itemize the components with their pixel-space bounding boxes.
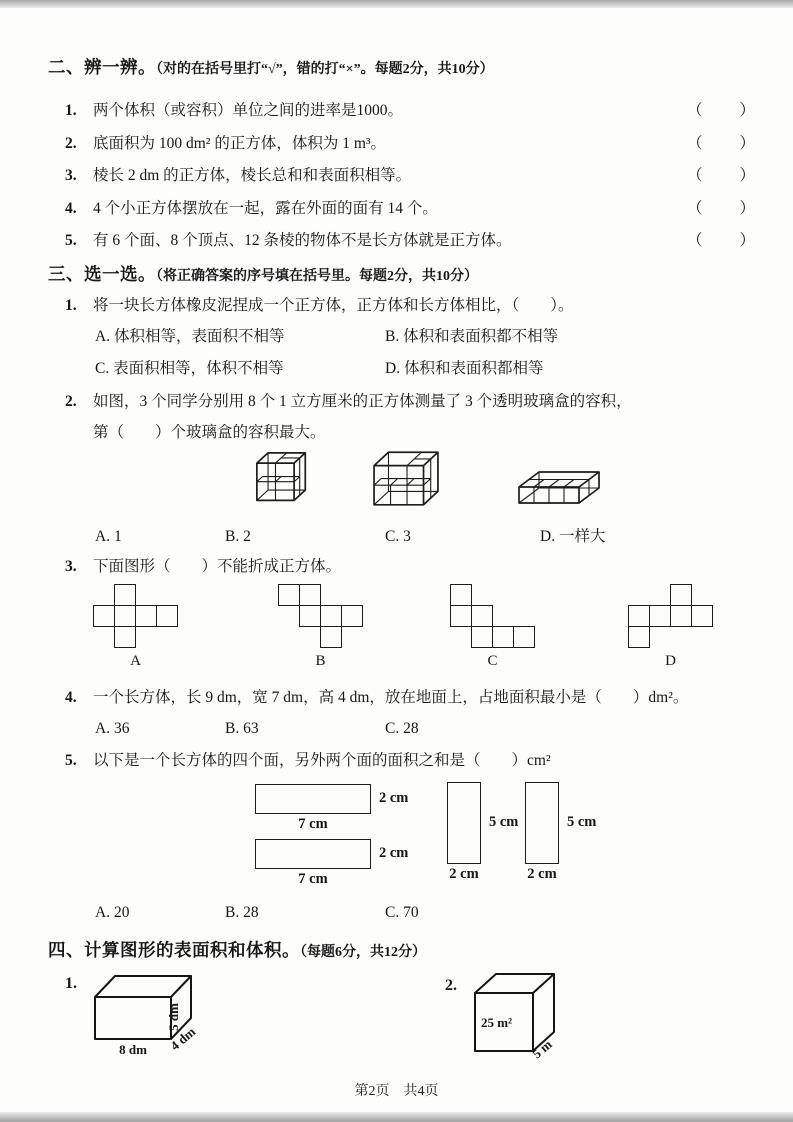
glass-box-figure-1 [255, 451, 309, 505]
option-a: A. 1 [95, 527, 122, 545]
section-calculate-note: （每题6分，共12分） [300, 945, 426, 960]
dimension-label-depth: 5 m [529, 1036, 555, 1062]
cube-net-figure-b [278, 584, 363, 670]
option-b: B. 2 [225, 527, 251, 545]
option-b: B. 28 [225, 904, 259, 921]
true-false-item-1 [48, 95, 757, 128]
option-b: B. 63 [225, 719, 259, 737]
glass-box-figure-2 [372, 448, 440, 508]
question-text: 一个长方体，长 9 dm，宽 7 dm，高 4 dm，放在地面上，占地面积最小是（ ）dm²。 [93, 688, 689, 706]
option-d: D. 体积和表面积都相等 [385, 360, 544, 377]
face-rect-2x5-right [525, 782, 559, 864]
item-text: 两个体积（或容积）单位之间的进率是1000。 [93, 102, 404, 119]
question-text: 下面图形（ ）不能折成正方体。 [93, 557, 342, 575]
answer-bracket: （ ） [686, 167, 757, 184]
answer-bracket: （ ） [686, 199, 757, 217]
question-number: 4. [65, 688, 77, 706]
item-number: 1. [65, 102, 77, 119]
true-false-item-2 [48, 128, 757, 161]
question-4-options-row [48, 713, 757, 746]
question-text-line-1: 如图，3 个同学分别用 8 个 1 立方厘米的正方体测量了 3 个透明玻璃盒的容积， [93, 392, 632, 410]
answer-bracket: （ ） [686, 134, 757, 152]
question-5 [48, 745, 757, 776]
option-c: C. 28 [385, 719, 419, 737]
option-c: C. 70 [385, 904, 419, 921]
face-area-label: 25 m² [481, 1015, 512, 1030]
cube-net-figure-c [450, 584, 535, 670]
face-rect-7x2-bottom [255, 839, 371, 869]
section-calculate-header [48, 936, 757, 967]
question-number: 2. [65, 392, 77, 410]
option-c: C. 3 [385, 527, 411, 545]
question-text: 以下是一个长方体的四个面，另外两个面的面积之和是（ ）cm² [93, 752, 551, 769]
dimension-label: 2 cm [379, 790, 409, 806]
net-label: A [130, 652, 141, 669]
item-text: 4 个小正方体摆放在一起，露在外面的面有 14 个。 [93, 199, 438, 217]
question-1-options-row-1 [48, 321, 757, 354]
cuboid-figure [93, 973, 208, 1068]
net-label: D [665, 652, 676, 669]
net-label: C [487, 652, 498, 669]
true-false-item-3 [48, 160, 757, 193]
face-rect-2x5-left [447, 782, 481, 864]
net-grid [450, 584, 535, 648]
question-1-options-row-2 [48, 353, 757, 386]
item-text: 底面积为 100 dm² 的正方体，体积为 1 m³。 [93, 134, 387, 152]
question-2-options-row [48, 522, 757, 552]
question-text-line-2: 第（ ）个玻璃盒的容积最大。 [93, 423, 326, 441]
dimension-label: 7 cm [298, 871, 328, 887]
item-text: 棱长 2 dm 的正方体，棱长总和和表面积相等。 [93, 167, 412, 184]
net-grid [93, 584, 178, 648]
question-2 [48, 386, 757, 417]
scan-edge-bottom [0, 1112, 793, 1122]
dimension-label: 7 cm [298, 816, 328, 832]
face-rect-7x2-top [255, 784, 371, 814]
section-judge-header [48, 54, 757, 83]
dimension-label: 2 cm [379, 845, 409, 861]
true-false-item-5 [48, 225, 757, 258]
page-footer: 第2页 共4页 [354, 1084, 439, 1099]
question-text: 将一块长方体橡皮泥捏成一个正方体，正方体和长方体相比，（ ）。 [93, 296, 574, 314]
option-a: A. 36 [95, 719, 130, 737]
net-label: B [315, 652, 326, 669]
cube-net-figure-a [93, 584, 178, 670]
item-number: 4. [65, 199, 77, 217]
question-1 [48, 290, 757, 321]
item-number: 2. [65, 134, 77, 152]
net-grid [278, 584, 363, 648]
question-number: 3. [65, 557, 77, 575]
answer-bracket: （ ） [686, 232, 757, 249]
dimension-label-height: 5 dm [166, 1003, 181, 1031]
section-judge-title: 二、辨一辨。 [48, 57, 156, 77]
option-d: D. 一样大 [540, 527, 606, 545]
figure-number: 1. [65, 975, 77, 992]
rectangle-faces-figure [48, 776, 757, 898]
option-a: A. 体积相等，表面积不相等 [95, 327, 285, 345]
dimension-label-depth: 4 dm [167, 1023, 199, 1054]
dimension-label-length: 8 dm [119, 1042, 147, 1057]
option-c: C. 表面积相等，体积不相等 [95, 360, 284, 377]
question-number: 5. [65, 752, 77, 769]
answer-bracket: （ ） [686, 102, 757, 119]
option-b: B. 体积和表面积都不相等 [385, 327, 559, 345]
option-a: A. 20 [95, 904, 130, 921]
item-number: 5. [65, 232, 77, 249]
item-number: 3. [65, 167, 77, 184]
scan-edge-top [0, 0, 793, 8]
solid-figures-row [48, 967, 757, 1092]
section-choose-note: （将正确答案的序号填在括号里。每题2分，共10分） [156, 268, 478, 284]
cube-net-figure-d [628, 584, 713, 670]
dimension-label: 2 cm [449, 866, 479, 882]
item-text: 有 6 个面、8 个顶点、12 条棱的物体不是长方体就是正方体。 [93, 232, 512, 249]
glass-box-figures-row [48, 448, 757, 522]
section-judge-note: （对的在括号里打“√”，错的打“×”。每题2分，共10分） [156, 62, 494, 77]
section-calculate-title: 四、计算图形的表面积和体积。 [48, 940, 300, 960]
question-3 [48, 552, 757, 582]
true-false-item-4 [48, 193, 757, 226]
net-grid [628, 584, 713, 648]
section-choose-header [48, 261, 757, 290]
dimension-label: 2 cm [527, 866, 557, 882]
dimension-label: 5 cm [567, 814, 597, 830]
question-4 [48, 682, 757, 713]
cube-figure [473, 971, 568, 1063]
section-choose-title: 三、选一选。 [48, 263, 156, 284]
figure-number: 2. [445, 977, 457, 994]
dimension-label: 5 cm [489, 814, 519, 830]
question-5-options-row [48, 898, 757, 928]
question-number: 1. [65, 296, 77, 314]
glass-box-figure-3 [517, 457, 603, 507]
cube-net-figures-row [48, 582, 757, 682]
